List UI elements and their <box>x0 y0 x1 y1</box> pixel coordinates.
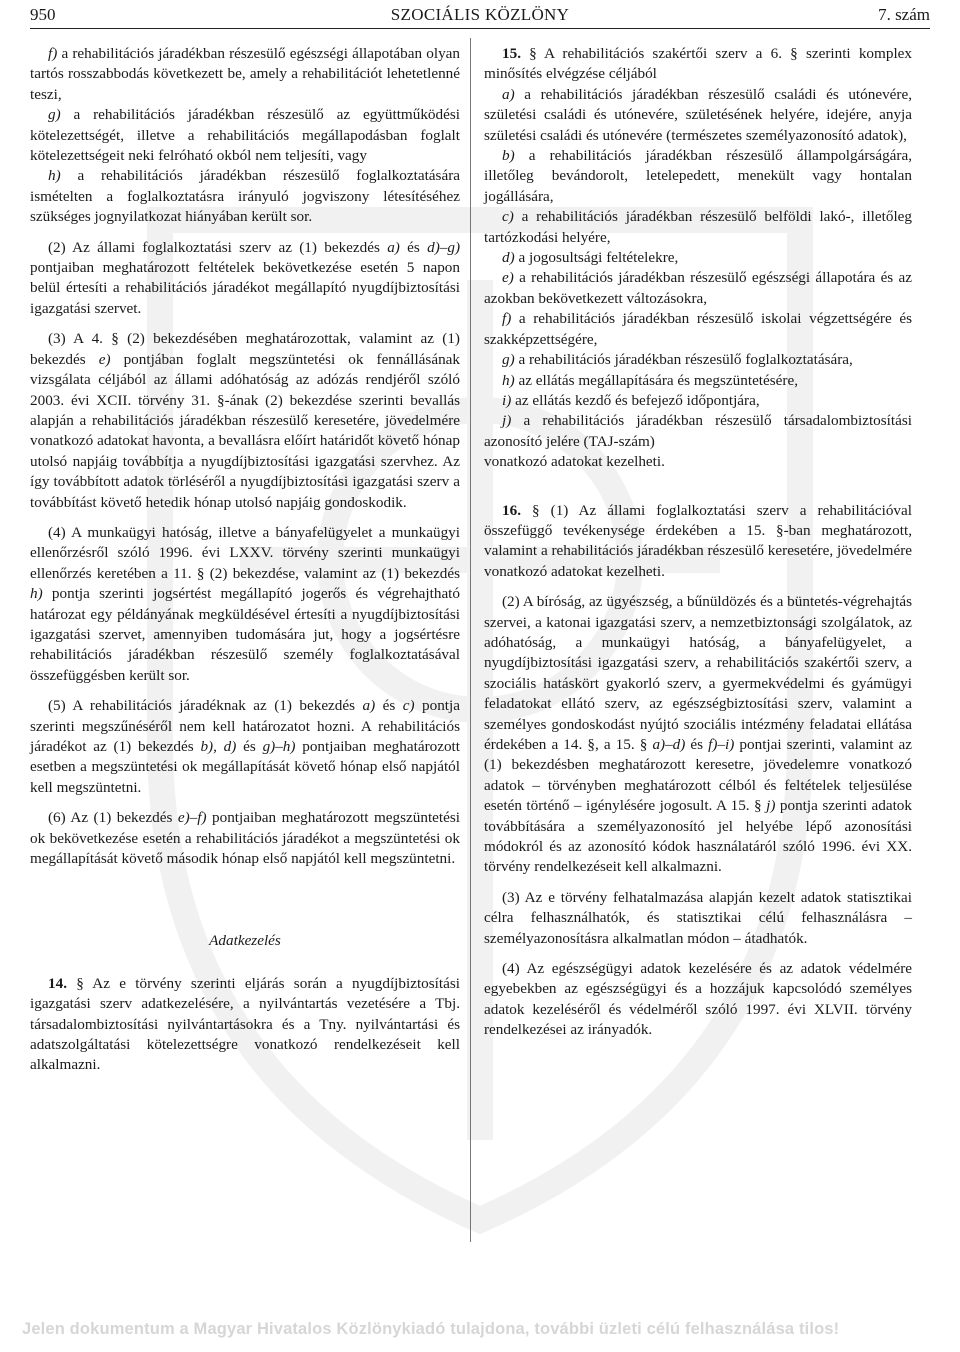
list-item-c: c) a rehabilitációs járadékban részesülő belföldi lakó-, illetőleg tartózkodási helyére, <box>484 208 912 246</box>
section-15: 15. § A rehabilitációs szakértői szerv a 6. § szerinti komplex minősítés elvégzése céljából <box>484 45 912 83</box>
list-item-h: h) a rehabilitációs járadékban részesülő foglalkoztatására ismételten a foglalkoztatásra irányuló jogviszony létesítéséhez szükséges jognyilatkozat hiányában került sor. <box>30 167 460 226</box>
column-divider <box>470 38 471 1242</box>
list-item-h: h) az ellátás megállapítására és megszüntetésére, <box>502 371 799 389</box>
list-item-i: i) az ellátás kezdő és befejező időpontjára, <box>502 391 760 409</box>
journal-title: SZOCIÁLIS KÖZLÖNY <box>390 5 570 24</box>
list-item-g: g) a rehabilitációs járadékban részesülő az együttműködési kötelezettségét, illetve a rehabilitációs megállapodásban foglalt kötelezettségeit neki felróható okból nem teljesíti, vagy <box>30 106 460 165</box>
paragraph-16-3: (3) Az e törvény felhatalmazása alapján kezelt adatok statisztikai célra felhasználhatók, és statisztikai célú felhasználásra – személyazonosításra alkalmatlan módon – átadhatók. <box>484 888 912 947</box>
list-item-a: a) a rehabilitációs járadékban részesülő családi és utónevére, születési családi és utónevére, születésének helyére, idejére, anyja születési családi és utónevére (természetes személyazonosító adatok), <box>484 85 912 144</box>
list-item-j: j) a rehabilitációs járadékban részesülő társadalombiztosítási azonosító jelére (TAJ-szám) <box>484 412 912 450</box>
page-number: 950 <box>30 5 56 24</box>
list-item-f: f) a rehabilitációs járadékban részesülő iskolai végzettségére és szakképzettségére, <box>484 310 912 348</box>
paragraph-16-4: (4) Az egészségügyi adatok kezelésére és az adatok védelmére egyebekben az egészségügyi és a hozzájuk kapcsolódó személyes adatok kezeléséről és védelméről szóló 1997. évi XLVII. törvény rendelkezései az irányadók. <box>484 960 912 1039</box>
paragraph-4: (4) A munkaügyi hatóság, illetve a bányafelügyelet a munkaügyi ellenőrzésről szóló 1996. évi LXXV. törvény szerinti munkaügyi ellenőrzés keretében a 11. § (2) bekezdése, valamint az (1) bekezdés h) pontja szerinti jogsértést megállapító jogerős és végrehajtható határozat egy példányának megküldésével értesíti a nyugdíjbiztosítási igazgatási szervet, amennyiben tudomására jut, hogy a jogsértésre rehabilitációs járadékban részesülő személy foglalkoztatásával összefüggésben került sor. <box>30 523 460 684</box>
issue-number: 7. szám <box>878 5 930 24</box>
list-item-f: f) a rehabilitációs járadékban részesülő egészségi állapotában olyan tartós rosszabbodás következett be, amely a rehabilitációt lehetetlenné teszi, <box>30 45 460 103</box>
paragraph-2: (2) Az állami foglalkoztatási szerv az (1) bekezdés a) és d)–g) pontjaiban meghatározott feltételek bekövetkezése esetén 5 napon belül értesíti a rehabilitációs járadékot megállapító nyugdíjbiztosítási igazgatási szervet. <box>30 238 461 317</box>
section-16: 16. § (1) Az állami foglalkoztatási szerv a rehabilitációval összefüggő tevékenysége érdekében a 15. §-ban meghatározott, valamint a rehabilitációs járadékban részesülő keresetére, jövedelmére vonatkozó adatokat kezelheti. <box>484 501 912 580</box>
section-14: 14. § Az e törvény szerinti eljárás során a nyugdíjbiztosítási igazgatási szerv adatkezelésére, a nyilvántartás vezetésére a Tbj. társadalombiztosítási nyilvántartásokra és a Tny. nyilvántartási és adatszolgáltatási kötelezettségre vonatkozó rendelkezéseit kell alkalmazni. <box>30 974 460 1074</box>
list-item-b: b) a rehabilitációs járadékban részesülő állampolgárságára, illetőleg bevándorolt, letelepedett, menekült vagy hontalan jogállására, <box>484 147 912 205</box>
list-item-e: e) a rehabilitációs járadékban részesülő egészségi állapotára és az azokban bekövetkezett változásokra, <box>484 269 912 307</box>
left-column <box>30 44 460 1076</box>
list-item-g: g) a rehabilitációs járadékban részesülő foglalkoztatására, <box>502 351 853 369</box>
paragraph-5: (5) A rehabilitációs járadéknak az (1) bekezdés a) és c) pontja szerinti megszűnéséről nem kell határozatot hozni. A rehabilitációs járadékot az (1) bekezdés b), d) és g)–h) pontjaiban meghatározott esetben a megszüntetési ok megállapítását követő hónap első napjától kell megszüntetni. <box>30 697 460 796</box>
paragraph-3: (3) A 4. § (2) bekezdésében meghatározottak, valamint az (1) bekezdés e) pontjában foglalt megszüntetési ok fennállásának vizsgálata céljából az állami adóhatóság az adózás rendjéről szóló 2003. évi XCII. törvény 31. §-ának (2) bekezdése szerinti bevallás alapján a rehabilitációs járadékban részesülő keresetére, jövedelmére vonatkozó adatokat havonta, a bevallásra előírt határidőt követő hónap utolsó napjáig továbbítja a nyugdíjbiztosítási igazgatási szervhez. Az így továbbított adatok törléséről a nyugdíjbiztosítási igazgatási szerv a továbbítást követő hetedik hónap utolsó napjáig gondoskodik. <box>30 330 460 511</box>
page-header <box>30 4 930 26</box>
closing-line: vonatkozó adatokat kezelheti. <box>484 453 665 471</box>
right-column <box>484 44 912 1041</box>
section-heading: Adatkezelés <box>209 932 281 950</box>
footer-notice: Jelen dokumentum a Magyar Hivatalos Közlönykiadó tulajdona, további üzleti célú felhasználása tilos! <box>22 1320 840 1338</box>
paragraph-16-2: (2) A bíróság, az ügyészség, a bűnüldözés és a büntetés-végrehajtás szervei, a katonai igazgatási szerv, a nemzetbiztonsági szolgálatok, az adóhatóság, a munkaügyi hatóság, a bányafelügyelet, a nyugdíjbiztosítási igazgatási szerv, a rehabilitációs szakértői szerv, a szociális hatáskört gyakorló szerv, a gyermekvédelmi és gyámügyi feladatokat ellátó szerv, az egészségbiztosítási szerv, valamint a személyes gondoskodást nyújtó szociális intézmény feladatai ellátása érdekében a 14. §, a 15. § a)–d) és f)–i) pontjai szerinti, valamint az (1) bekezdésben meghatározott keresetre, jövedelemre vonatkozó adatok – törvényben meghatározott célból és feltételek teljesülése esetén történő – igénylésére jogosult. A 15. § j) pontja szerinti adatok továbbítására a személyazonosító jel helyébe lépő azonosítási módokról és az azonosító kódok használatáról szóló 1996. évi XX. törvény rendelkezéseit kell alkalmazni. <box>484 593 912 876</box>
paragraph-6: (6) Az (1) bekezdés e)–f) pontjaiban meghatározott megszüntetési ok bekövetkezése esetén a rehabilitációs járadékot a megszüntetési ok megállapítását követő második hónap első napjától kell megszüntetni. <box>30 809 461 868</box>
list-item-d: d) a jogosultsági feltételekre, <box>502 249 679 267</box>
header-rule <box>30 28 930 29</box>
